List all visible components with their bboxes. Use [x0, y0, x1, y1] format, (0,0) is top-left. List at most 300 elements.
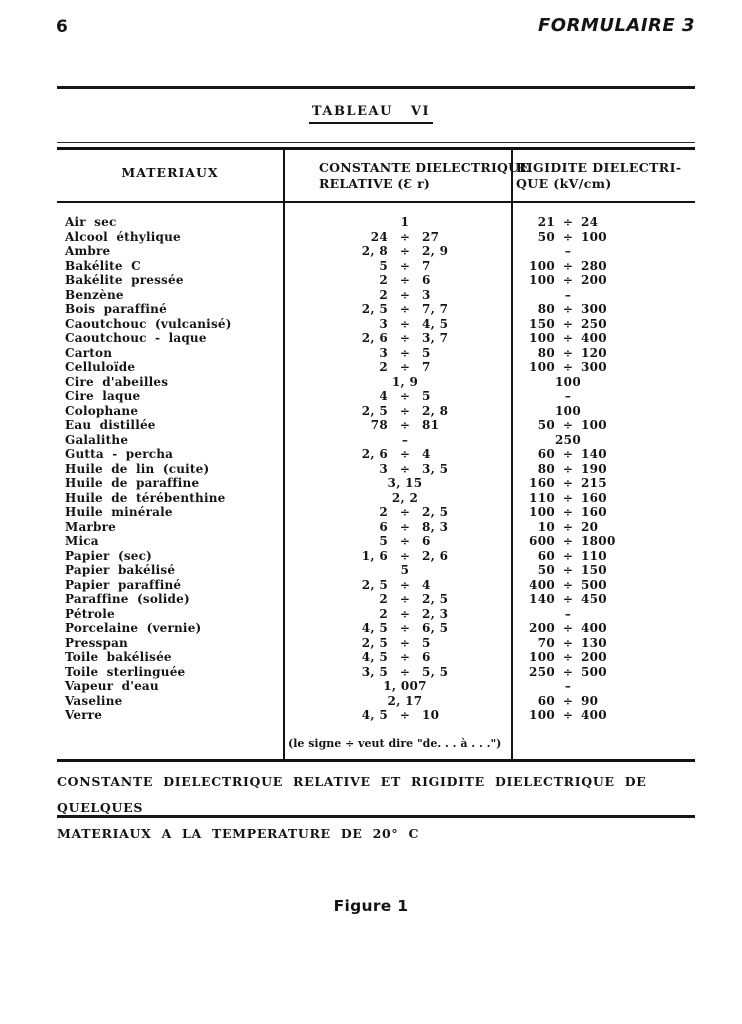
- range-high: 5: [422, 345, 431, 360]
- range-sign: ÷: [562, 345, 574, 360]
- constante-value: [301, 578, 509, 593]
- range-high: 1800: [581, 534, 616, 548]
- horizontal-rule-bottom: [57, 815, 695, 818]
- table-row: [57, 607, 695, 622]
- range-low: 50: [537, 563, 555, 577]
- material-cell: Huile de lin (cuite): [65, 461, 210, 476]
- range-sign: ÷: [562, 447, 574, 461]
- range-low: 70: [537, 635, 555, 650]
- table-bottom-line: [57, 759, 695, 762]
- constante-cell: [283, 404, 513, 419]
- rigidite-cell: [513, 549, 695, 564]
- range-sign: ÷: [562, 650, 574, 664]
- range-sign: ÷: [562, 592, 574, 606]
- material-cell: Mica: [65, 534, 99, 548]
- rigidite-cell: [513, 607, 695, 622]
- rigidite-cell: [513, 317, 695, 332]
- constante-value: [301, 607, 509, 622]
- rigidite-cell: [513, 563, 695, 578]
- rigidite-cell: [513, 346, 695, 361]
- table-row: [57, 317, 695, 332]
- rigidite-cell: [513, 331, 695, 346]
- rigidite-value: [513, 578, 623, 593]
- range-low: 5: [379, 534, 388, 548]
- material-cell: Alcool éthylique: [65, 229, 181, 244]
- range-low: 4, 5: [361, 650, 388, 664]
- table-row: [57, 708, 695, 723]
- table-footnote: (le signe ÷ veut dire "de. . . à . . ."): [283, 723, 513, 759]
- journal-header: FORMULAIRE 3: [537, 15, 695, 36]
- range-high: 2, 6: [422, 548, 449, 563]
- range-low: 4, 5: [361, 708, 388, 722]
- constante-value: [301, 302, 509, 317]
- range-high: 5: [422, 389, 431, 403]
- constante-cell: [283, 273, 513, 288]
- table-caption-line2: MATERIAUX A LA TEMPERATURE DE 20° C: [57, 826, 420, 841]
- material-cell: Marbre: [65, 519, 116, 534]
- rigidite-value: [513, 244, 623, 259]
- constante-cell: [283, 331, 513, 346]
- range-sign: ÷: [399, 708, 411, 722]
- material-cell: Bakélite C: [65, 258, 141, 273]
- table-row: [57, 259, 695, 274]
- range-low: 150: [529, 316, 555, 331]
- range-high: [581, 607, 623, 622]
- range-high: 10: [422, 708, 440, 722]
- constante-cell: [283, 549, 513, 564]
- material-cell: Gutta - percha: [65, 447, 174, 461]
- table-row: [57, 520, 695, 535]
- range-sign: ÷: [399, 664, 411, 679]
- rigidite-value: [513, 534, 623, 549]
- constante-cell: [283, 694, 513, 709]
- range-high: 160: [581, 505, 607, 519]
- column-header-constante-line1: CONSTANTE DIELECTRIQUE: [319, 160, 529, 175]
- range-high: 3, 7: [422, 331, 449, 345]
- constante-cell: [283, 244, 513, 259]
- constante-cell: [283, 288, 513, 303]
- range-low: 5: [379, 258, 388, 273]
- range-sign: 1: [400, 215, 410, 229]
- range-sign: ÷: [399, 548, 411, 563]
- rigidite-value: [513, 505, 623, 520]
- range-sign: ÷: [399, 461, 411, 476]
- range-low: [513, 288, 555, 303]
- column-header-constante-line2: RELATIVE (Ɛ r): [319, 175, 431, 191]
- constante-value: [301, 346, 509, 361]
- range-high: 160: [581, 490, 607, 505]
- range-sign: ÷: [399, 302, 411, 316]
- table-row: [57, 491, 695, 506]
- range-high: 280: [581, 258, 607, 273]
- table-row: [57, 230, 695, 245]
- range-high: 5: [422, 635, 431, 650]
- range-low: 6: [379, 519, 388, 534]
- column-header-materials: MATERIAUX: [121, 165, 219, 180]
- constante-cell: [283, 215, 513, 230]
- range-sign: ÷: [562, 331, 574, 345]
- range-high: 215: [581, 476, 607, 490]
- rigidite-value: [513, 621, 623, 636]
- range-high: 3: [422, 287, 431, 302]
- range-sign: ÷: [562, 635, 574, 650]
- rigidite-value: [513, 708, 623, 723]
- range-low: 2, 5: [361, 302, 388, 316]
- rigidite-cell: [513, 534, 695, 549]
- table-row: [57, 433, 695, 448]
- rigidite-value: [513, 592, 623, 607]
- range-high: 4: [422, 447, 431, 461]
- rigidite-value: [513, 404, 623, 419]
- material-cell: Huile de térébenthine: [65, 490, 226, 505]
- rigidite-cell: [513, 404, 695, 419]
- range-sign: ÷: [562, 534, 574, 548]
- constante-value: [301, 462, 509, 477]
- rigidite-value: [513, 433, 623, 448]
- material-cell: Pétrole: [65, 606, 115, 621]
- range-high: 4, 5: [422, 316, 449, 331]
- constante-cell: [283, 650, 513, 665]
- rigidite-cell: [513, 389, 695, 404]
- range-sign: ÷: [562, 563, 574, 577]
- range-low: 21: [537, 215, 555, 229]
- table-row: [57, 273, 695, 288]
- constante-value: [301, 549, 509, 564]
- page-number: 6: [56, 17, 68, 37]
- range-sign: ÷: [399, 331, 411, 345]
- constante-cell: [283, 447, 513, 462]
- rigidite-value: [513, 389, 623, 404]
- rigidite-cell: [513, 679, 695, 694]
- constante-value: [301, 215, 509, 230]
- range-sign: ÷: [562, 360, 574, 374]
- rigidite-cell: [513, 375, 695, 390]
- range-low: [301, 433, 388, 448]
- constante-value: [301, 259, 509, 274]
- range-sign: ÷: [399, 650, 411, 664]
- rigidite-cell: [513, 636, 695, 651]
- constante-cell: [283, 433, 513, 448]
- constante-cell: [283, 230, 513, 245]
- range-low: 50: [537, 418, 555, 432]
- rigidite-value: [513, 215, 623, 230]
- constante-cell: [283, 418, 513, 433]
- column-header-rigidite-line2: QUE (kV/cm): [516, 175, 612, 191]
- range-sign: ÷: [399, 229, 411, 244]
- constante-cell: [283, 505, 513, 520]
- constante-value: [301, 433, 509, 448]
- material-cell: Vapeur d'eau: [65, 679, 159, 693]
- table-row: [57, 288, 695, 303]
- range-low: 3: [379, 461, 388, 476]
- constante-cell: [283, 520, 513, 535]
- range-high: 2, 3: [422, 606, 449, 621]
- range-high: 2, 5: [422, 505, 449, 519]
- range-high: 120: [581, 345, 607, 360]
- range-sign: ÷: [399, 287, 411, 302]
- material-cell: Paraffine (solide): [65, 592, 190, 606]
- range-sign: ÷: [562, 258, 574, 273]
- range-high: 100: [581, 229, 607, 244]
- range-low: 100: [529, 331, 555, 345]
- rigidite-value: [513, 462, 623, 477]
- range-high: 500: [581, 577, 607, 592]
- range-high: 7: [422, 258, 431, 273]
- material-cell: Cire d'abeilles: [65, 374, 169, 389]
- range-sign: ÷: [399, 621, 411, 635]
- range-high: 2, 9: [422, 244, 449, 258]
- material-cell: Celluloïde: [65, 360, 136, 374]
- material-cell: Cire laque: [65, 389, 141, 403]
- material-cell: Verre: [65, 708, 103, 722]
- material-cell: Colophane: [65, 403, 139, 418]
- table-row: [57, 462, 695, 477]
- range-high: 400: [581, 621, 607, 635]
- range-sign: 100: [555, 403, 581, 418]
- constante-cell: [283, 708, 513, 723]
- data-table: [57, 142, 695, 762]
- range-low: 80: [537, 302, 555, 316]
- material-cell: Huile minérale: [65, 505, 173, 519]
- material-cell: Eau distillée: [65, 418, 156, 432]
- range-high: 400: [581, 708, 607, 722]
- range-sign: 1, 9: [391, 374, 419, 389]
- constante-value: [301, 520, 509, 535]
- range-high: 100: [581, 418, 607, 432]
- table-row: [57, 360, 695, 375]
- range-high: 150: [581, 563, 607, 577]
- range-sign: ÷: [562, 693, 574, 708]
- table-row: [57, 244, 695, 259]
- table-title-wrap: [0, 100, 742, 124]
- constante-value: [301, 563, 509, 578]
- constante-cell: [283, 621, 513, 636]
- table-row: [57, 346, 695, 361]
- table-row: [57, 447, 695, 462]
- range-sign: ÷: [562, 215, 574, 229]
- constante-value: [301, 404, 509, 419]
- range-low: 100: [529, 360, 555, 374]
- table-caption: [57, 769, 695, 847]
- range-low: 140: [529, 592, 555, 606]
- range-low: 600: [529, 534, 555, 548]
- range-high: 400: [581, 331, 607, 345]
- rigidite-value: [513, 549, 623, 564]
- table-row: [57, 621, 695, 636]
- range-sign: –: [564, 389, 572, 403]
- table-row: [57, 375, 695, 390]
- range-low: 4: [379, 389, 388, 403]
- rigidite-cell: [513, 302, 695, 317]
- range-high: 200: [581, 650, 607, 664]
- table-row: [57, 505, 695, 520]
- range-sign: 1, 007: [383, 679, 427, 693]
- range-low: 110: [529, 490, 555, 505]
- range-sign: ÷: [399, 519, 411, 534]
- range-high: 90: [581, 693, 599, 708]
- range-sign: ÷: [399, 534, 411, 548]
- material-cell: Galalithe: [65, 432, 129, 447]
- rigidite-value: [513, 636, 623, 651]
- range-high: 110: [581, 548, 607, 563]
- column-header-rigidite: [513, 150, 695, 201]
- rigidite-value: [513, 288, 623, 303]
- constante-value: [301, 708, 509, 723]
- constante-value: [301, 621, 509, 636]
- range-high: 3, 5: [422, 461, 449, 476]
- range-low: 2, 8: [361, 244, 388, 258]
- range-low: 2, 5: [361, 577, 388, 592]
- constante-value: [301, 317, 509, 332]
- constante-value: [301, 331, 509, 346]
- range-high: [581, 679, 623, 694]
- range-low: 4, 5: [361, 621, 388, 635]
- table-footnote-row: [57, 723, 695, 759]
- rigidite-value: [513, 317, 623, 332]
- range-sign: ÷: [399, 360, 411, 374]
- constante-cell: [283, 302, 513, 317]
- table-row: [57, 404, 695, 419]
- range-sign: ÷: [562, 476, 574, 490]
- constante-value: [301, 244, 509, 259]
- constante-value: [301, 694, 509, 709]
- range-high: [422, 433, 509, 448]
- rigidite-value: [513, 259, 623, 274]
- constante-value: [301, 288, 509, 303]
- table-row: [57, 578, 695, 593]
- range-low: 3: [379, 316, 388, 331]
- range-sign: ÷: [399, 273, 411, 287]
- range-sign: ÷: [562, 577, 574, 592]
- rigidite-value: [513, 375, 623, 390]
- range-low: 100: [529, 708, 555, 722]
- range-high: 20: [581, 519, 599, 534]
- range-sign: 3, 15: [387, 476, 423, 490]
- rigidite-cell: [513, 708, 695, 723]
- material-cell: Bakélite pressée: [65, 273, 184, 287]
- constante-cell: [283, 636, 513, 651]
- range-sign: ÷: [399, 258, 411, 273]
- range-low: 24: [370, 229, 388, 244]
- constante-value: [301, 375, 509, 390]
- range-sign: ÷: [562, 273, 574, 287]
- table-row: [57, 563, 695, 578]
- range-low: 160: [529, 476, 555, 490]
- range-low: 2, 6: [361, 331, 388, 345]
- range-low: 80: [537, 345, 555, 360]
- rigidite-cell: [513, 520, 695, 535]
- constante-value: [301, 534, 509, 549]
- table-caption-line1: CONSTANTE DIELECTRIQUE RELATIVE ET RIGIDITE DIELECTRIQUE DE QUELQUES: [57, 774, 647, 815]
- constante-cell: [283, 578, 513, 593]
- constante-cell: [283, 360, 513, 375]
- range-high: 140: [581, 447, 607, 461]
- material-cell: Papier (sec): [65, 548, 153, 563]
- horizontal-rule-top: [57, 86, 695, 89]
- rigidite-cell: [513, 665, 695, 680]
- range-high: 24: [581, 215, 599, 229]
- table-row: [57, 592, 695, 607]
- range-sign: ÷: [399, 635, 411, 650]
- rigidite-cell: [513, 288, 695, 303]
- constante-value: [301, 636, 509, 651]
- rigidite-value: [513, 447, 623, 462]
- table-body-spacer: [57, 203, 695, 215]
- range-high: 300: [581, 360, 607, 374]
- range-sign: ÷: [562, 229, 574, 244]
- range-sign: ÷: [562, 621, 574, 635]
- material-cell: Toile sterlinguée: [65, 664, 186, 679]
- range-high: 130: [581, 635, 607, 650]
- table-row: [57, 694, 695, 709]
- table-row: [57, 302, 695, 317]
- range-low: 2: [379, 592, 388, 606]
- constante-value: [301, 505, 509, 520]
- range-sign: ÷: [399, 447, 411, 461]
- range-sign: ÷: [399, 345, 411, 360]
- range-high: 6: [422, 273, 431, 287]
- range-sign: ÷: [399, 592, 411, 606]
- material-cell: Caoutchouc (vulcanisé): [65, 316, 232, 331]
- rigidite-value: [513, 607, 623, 622]
- rigidite-cell: [513, 505, 695, 520]
- range-sign: ÷: [399, 244, 411, 258]
- rigidite-value: [513, 665, 623, 680]
- range-high: 2, 8: [422, 403, 449, 418]
- constante-cell: [283, 259, 513, 274]
- material-cell: Presspan: [65, 635, 128, 650]
- rigidite-cell: [513, 592, 695, 607]
- range-high: 190: [581, 461, 607, 476]
- material-cell: Benzène: [65, 287, 124, 302]
- material-cell: Huile de paraffine: [65, 476, 200, 490]
- range-low: 2: [379, 287, 388, 302]
- range-sign: ÷: [399, 389, 411, 403]
- material-cell: Papier paraffiné: [65, 577, 182, 592]
- constante-cell: [283, 491, 513, 506]
- constante-value: [301, 389, 509, 404]
- constante-value: [301, 491, 509, 506]
- range-sign: ÷: [562, 316, 574, 331]
- range-sign: ÷: [562, 519, 574, 534]
- constante-cell: [283, 607, 513, 622]
- rigidite-value: [513, 520, 623, 535]
- material-cell: Toile bakélisée: [65, 650, 172, 664]
- column-header-rigidite-line1: RIGIDITE DIELECTRI-: [516, 160, 682, 175]
- constante-value: [301, 476, 509, 491]
- range-sign: ÷: [399, 505, 411, 519]
- table-row: [57, 418, 695, 433]
- range-low: [513, 607, 555, 622]
- range-sign: ÷: [562, 418, 574, 432]
- table-header-row: [57, 150, 695, 203]
- range-low: 50: [537, 229, 555, 244]
- table-row: [57, 331, 695, 346]
- table-row: [57, 215, 695, 230]
- rigidite-value: [513, 302, 623, 317]
- range-high: [581, 288, 623, 303]
- range-high: 8, 3: [422, 519, 449, 534]
- range-sign: ÷: [399, 577, 411, 592]
- range-sign: 100: [555, 374, 581, 389]
- range-sign: ÷: [399, 403, 411, 418]
- constante-cell: [283, 534, 513, 549]
- rigidite-value: [513, 476, 623, 491]
- range-high: 2, 5: [422, 592, 449, 606]
- constante-cell: [283, 317, 513, 332]
- constante-value: [301, 447, 509, 462]
- range-low: 2: [379, 360, 388, 374]
